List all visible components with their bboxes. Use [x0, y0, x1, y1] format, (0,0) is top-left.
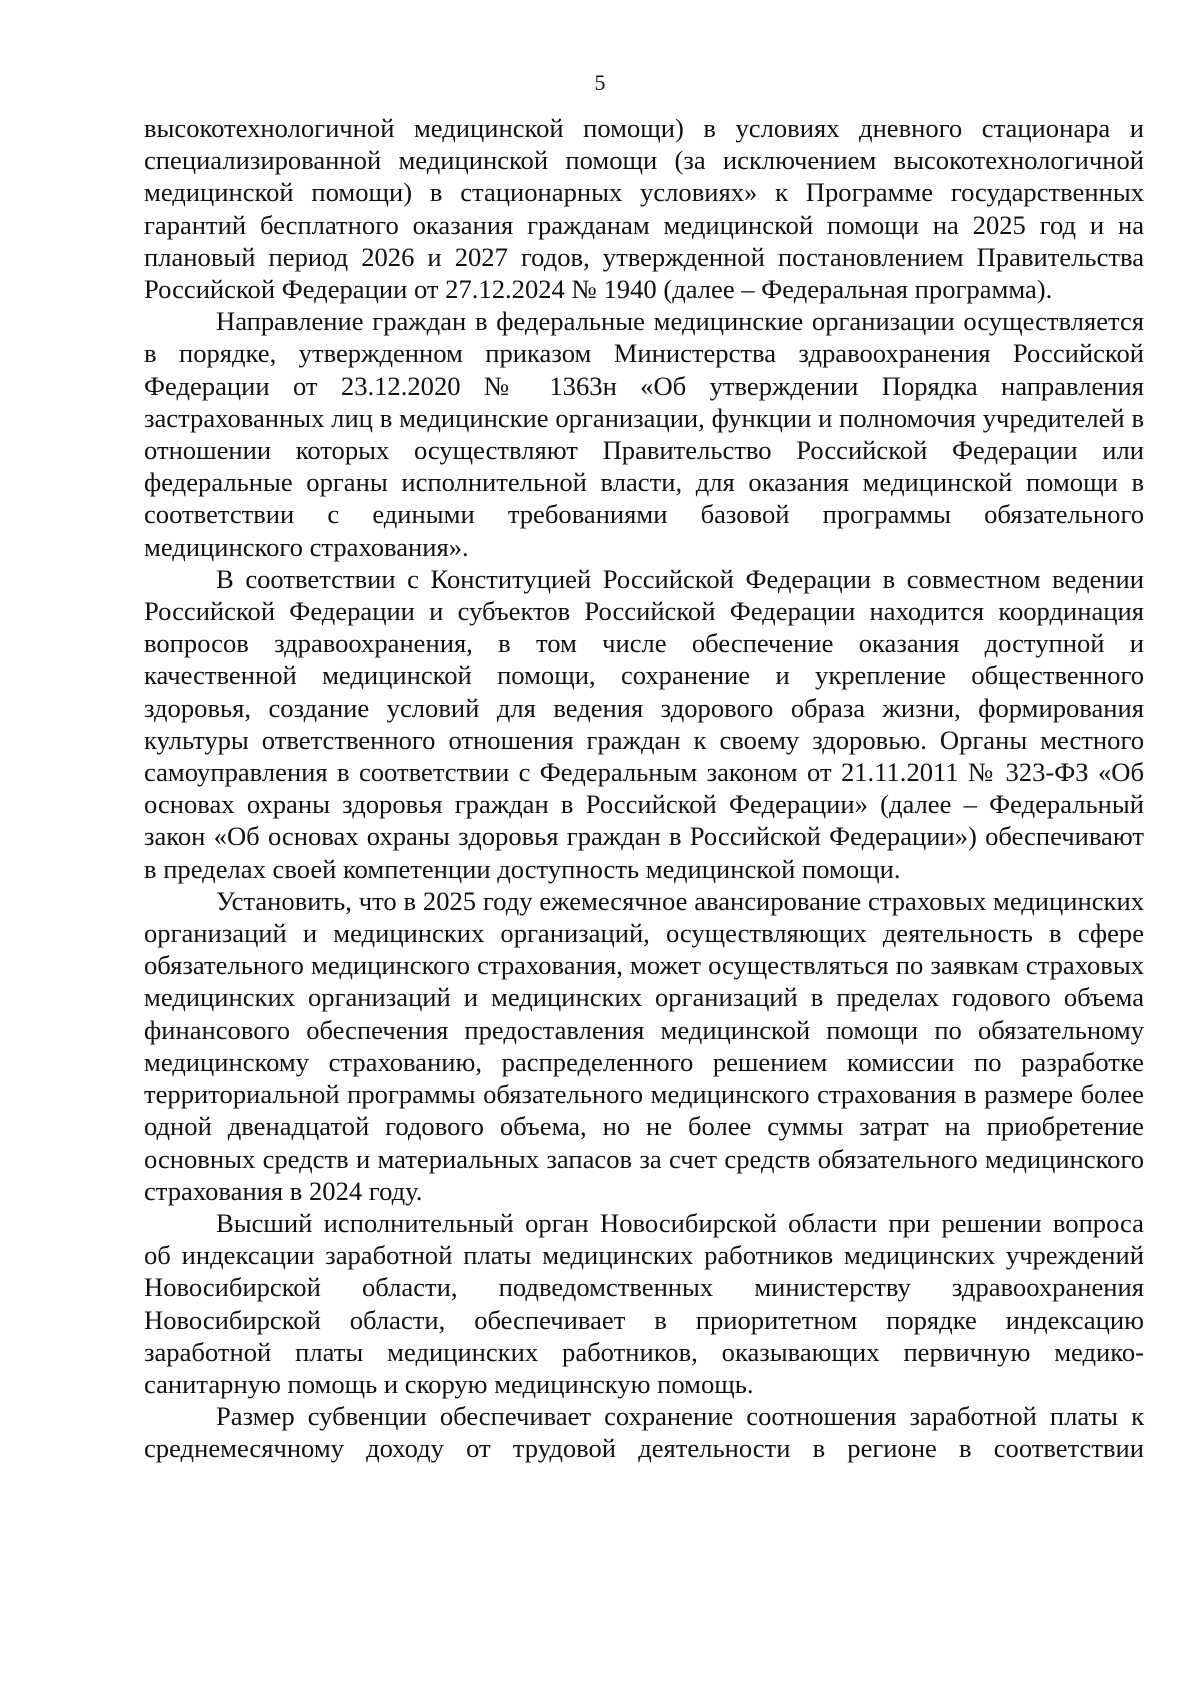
- paragraph-truncated: Размер субвенции обеспечивает сохранение соотношения заработной платы к среднемесячному доходу от трудовой деятельности в регионе в соответствии: [144, 1401, 1144, 1464]
- paragraph: В соответствии с Конституцией Российской Федерации в совместном ведении Российской Федерации и субъектов Российской Федерации находится координация вопросов здравоохранения, в том числе обеспечение оказания доступной и качественной медицинской помощи, сохранение и укрепление общественного здоровья, создание условий для ведения здорового образа жизни, формирования культуры ответственного отношения граждан к своему здоровью. Органы местного самоуправления в соответствии с Федеральным законом от 21.11.2011 № 323-ФЗ «Об основах охраны здоровья граждан в Российской Федерации» (далее – Федеральный закон «Об основах охраны здоровья граждан в Российской Федерации») обеспечивают в пределах своей компетенции доступность медицинской помощи.: [144, 563, 1144, 884]
- paragraph: Высший исполнительный орган Новосибирской области при решении вопроса об индексации заработной платы медицинских работников медицинских учреждений Новосибирской области, подведомственных министерству здравоохранения Новосибирской области, обеспечивает в приоритетном порядке индексацию заработной платы медицинских работников, оказывающих первичную медико-санитарную помощь и скорую медицинскую помощь.: [144, 1207, 1144, 1399]
- page-number: 5: [594, 70, 606, 95]
- paragraph: Установить, что в 2025 году ежемесячное авансирование страховых медицинских организаций и медицинских организаций, осуществляющих деятельность в сфере обязательного медицинского страхования, может осуществляться по заявкам страховых медицинских организаций и медицинских организаций в пределах годового объема финансового обеспечения предоставления медицинской помощи по обязательному медицинскому страхованию, распределенного решением комиссии по разработке территориальной программы обязательного медицинского страхования в размере более одной двенадцатой годового объема, но не более суммы затрат на приобретение основных средств и материальных запасов за счет средств обязательного медицинского страхования в 2024 году.: [144, 885, 1144, 1206]
- paragraph-continuation: высокотехнологичной медицинской помощи) в условиях дневного стационара и специализированной медицинской помощи (за исключением высокотехнологичной медицинской помощи) в стационарных условиях» к Программе государственных гарантий бесплатного оказания гражданам медицинской помощи на 2025 год и на плановый период 2026 и 2027 годов, утвержденной постановлением Правительства Российской Федерации от 27.12.2024 № 1940 (далее – Федеральная программа).: [144, 113, 1144, 305]
- document-body: [144, 112, 1144, 1465]
- paragraph: Направление граждан в федеральные медицинские организации осуществляется в порядке, утвержденном приказом Министерства здравоохранения Российской Федерации от 23.12.2020 № 1363н «Об утверждении Порядка направления застрахованных лиц в медицинские организации, функции и полномочия учредителей в отношении которых осуществляют Правительство Российской Федерации или федеральные органы исполнительной власти, для оказания медицинской помощи в соответствии с едиными требованиями базовой программы обязательного медицинского страхования».: [144, 306, 1144, 562]
